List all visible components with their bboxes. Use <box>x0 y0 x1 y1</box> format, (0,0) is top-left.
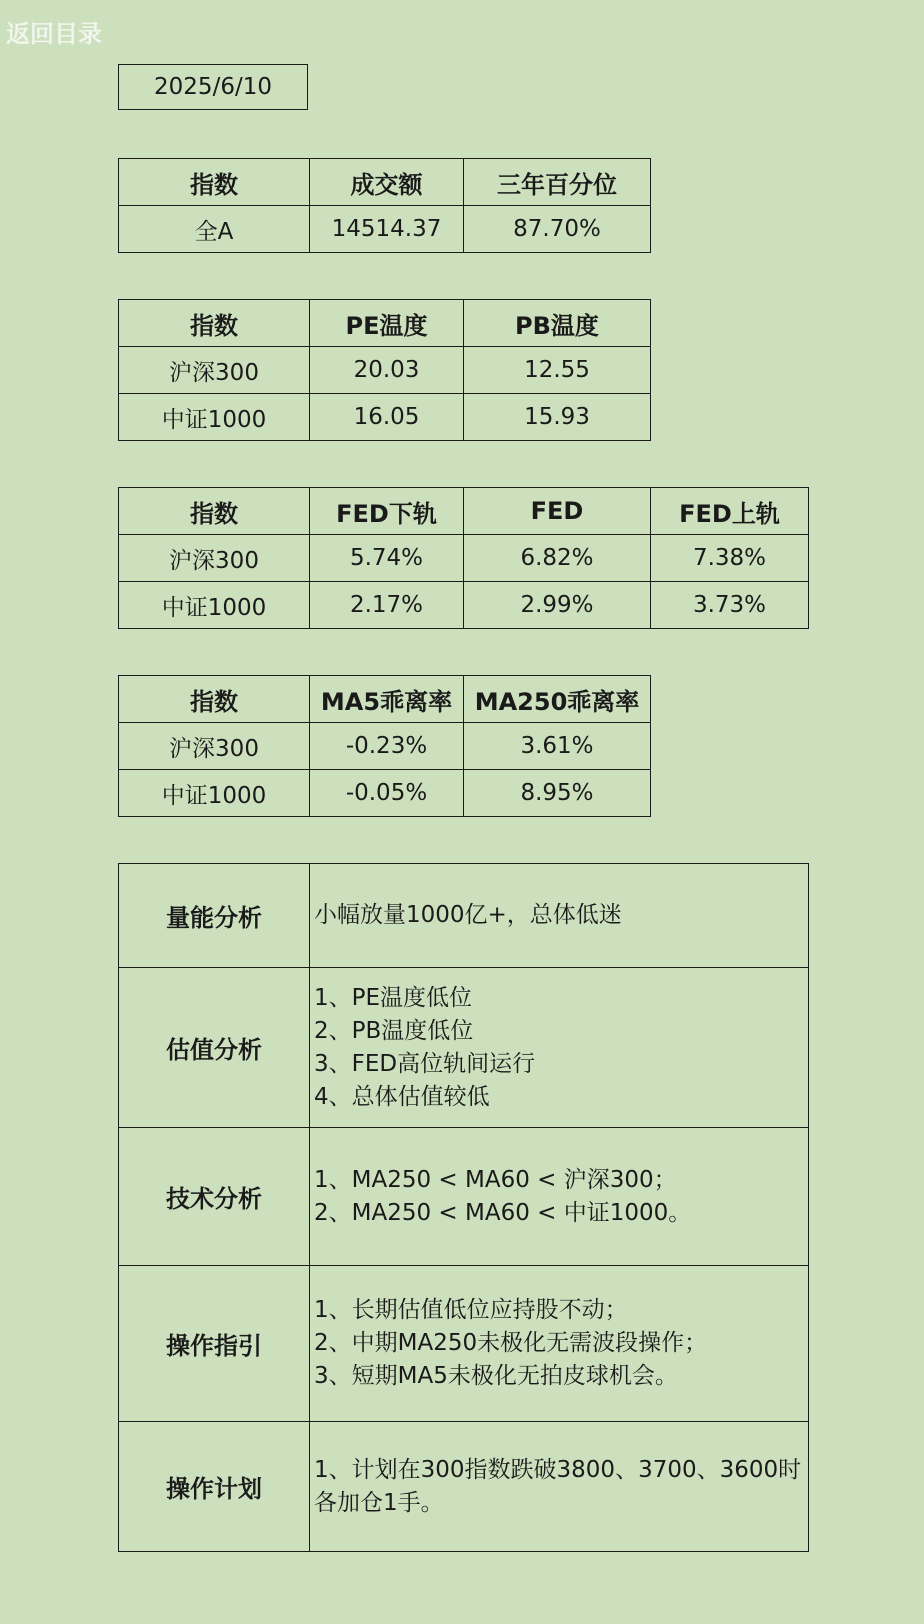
analysis-line: 3、短期MA5未极化无拍皮球机会。 <box>314 1363 678 1389</box>
analysis-line: 2、中期MA250未极化无需波段操作； <box>314 1330 708 1356</box>
analysis-content <box>310 1128 809 1266</box>
header-cell: 三年百分位 <box>464 159 651 206</box>
header-cell: 指数 <box>119 300 310 347</box>
table-header-row <box>119 300 651 347</box>
table-cell: 16.05 <box>310 394 464 441</box>
analysis-row-plan <box>119 1422 809 1552</box>
table-row <box>119 394 651 441</box>
header-cell: MA250乖离率 <box>464 676 651 723</box>
header-cell: FED上轨 <box>651 488 809 535</box>
analysis-content <box>310 1422 809 1552</box>
analysis-label: 操作计划 <box>119 1422 310 1552</box>
fed-table <box>118 487 809 629</box>
analysis-line: 1、MA250 < MA60 < 沪深300； <box>314 1166 677 1193</box>
table-row <box>119 535 809 582</box>
table-cell: 15.93 <box>464 394 651 441</box>
analysis-line: 1、PE温度低位 <box>314 984 473 1011</box>
back-to-contents-link[interactable]: 返回目录 <box>6 20 102 48</box>
report-date: 2025/6/10 <box>118 64 308 110</box>
analysis-table <box>118 863 809 1552</box>
table-cell: 20.03 <box>310 347 464 394</box>
turnover-table <box>118 158 651 253</box>
table-cell: -0.05% <box>310 770 464 817</box>
header-cell: 指数 <box>119 676 310 723</box>
header-cell: PE温度 <box>310 300 464 347</box>
table-cell: 2.17% <box>310 582 464 629</box>
table-cell: 14514.37 <box>310 206 464 253</box>
table-row <box>119 582 809 629</box>
table-row <box>119 770 651 817</box>
analysis-row-valuation <box>119 968 809 1128</box>
analysis-content <box>310 864 809 968</box>
analysis-line: 1、计划在300指数跌破3800、3700、3600时各加仓1手。 <box>314 1456 802 1516</box>
header-cell: MA5乖离率 <box>310 676 464 723</box>
table-cell: 中证1000 <box>119 582 310 629</box>
table-cell: 6.82% <box>464 535 651 582</box>
header-cell: 成交额 <box>310 159 464 206</box>
table-cell: 沪深300 <box>119 535 310 582</box>
analysis-line: 4、总体估值较低 <box>314 1083 490 1110</box>
ma-deviation-table <box>118 675 651 817</box>
analysis-line: 小幅放量1000亿+，总体低迷 <box>314 902 622 928</box>
analysis-row-volume <box>119 864 809 968</box>
header-cell: 指数 <box>119 488 310 535</box>
table-row <box>119 347 651 394</box>
analysis-line: 2、MA250 < MA60 < 中证1000。 <box>314 1199 692 1226</box>
table-header-row <box>119 676 651 723</box>
analysis-label: 量能分析 <box>119 864 310 968</box>
analysis-line: 1、长期估值低位应持股不动； <box>314 1297 628 1323</box>
table-cell: 沪深300 <box>119 723 310 770</box>
analysis-row-guidance <box>119 1266 809 1422</box>
header-cell: FED下轨 <box>310 488 464 535</box>
table-cell: 12.55 <box>464 347 651 394</box>
analysis-row-technical <box>119 1128 809 1266</box>
header-cell: 指数 <box>119 159 310 206</box>
table-cell: 5.74% <box>310 535 464 582</box>
analysis-line: 2、PB温度低位 <box>314 1017 474 1044</box>
table-cell: 8.95% <box>464 770 651 817</box>
analysis-label: 操作指引 <box>119 1266 310 1422</box>
table-cell: -0.23% <box>310 723 464 770</box>
temperature-table <box>118 299 651 441</box>
table-cell: 3.61% <box>464 723 651 770</box>
table-cell: 3.73% <box>651 582 809 629</box>
table-header-row <box>119 488 809 535</box>
table-cell: 2.99% <box>464 582 651 629</box>
analysis-content <box>310 1266 809 1422</box>
analysis-label: 估值分析 <box>119 968 310 1128</box>
analysis-label: 技术分析 <box>119 1128 310 1266</box>
table-cell: 7.38% <box>651 535 809 582</box>
table-header-row <box>119 159 651 206</box>
table-row <box>119 723 651 770</box>
header-cell: FED <box>464 488 651 535</box>
table-cell: 中证1000 <box>119 394 310 441</box>
table-cell: 87.70% <box>464 206 651 253</box>
table-cell: 全A <box>119 206 310 253</box>
table-cell: 中证1000 <box>119 770 310 817</box>
analysis-line: 3、FED高位轨间运行 <box>314 1050 536 1077</box>
table-row <box>119 206 651 253</box>
table-cell: 沪深300 <box>119 347 310 394</box>
analysis-content <box>310 968 809 1128</box>
header-cell: PB温度 <box>464 300 651 347</box>
